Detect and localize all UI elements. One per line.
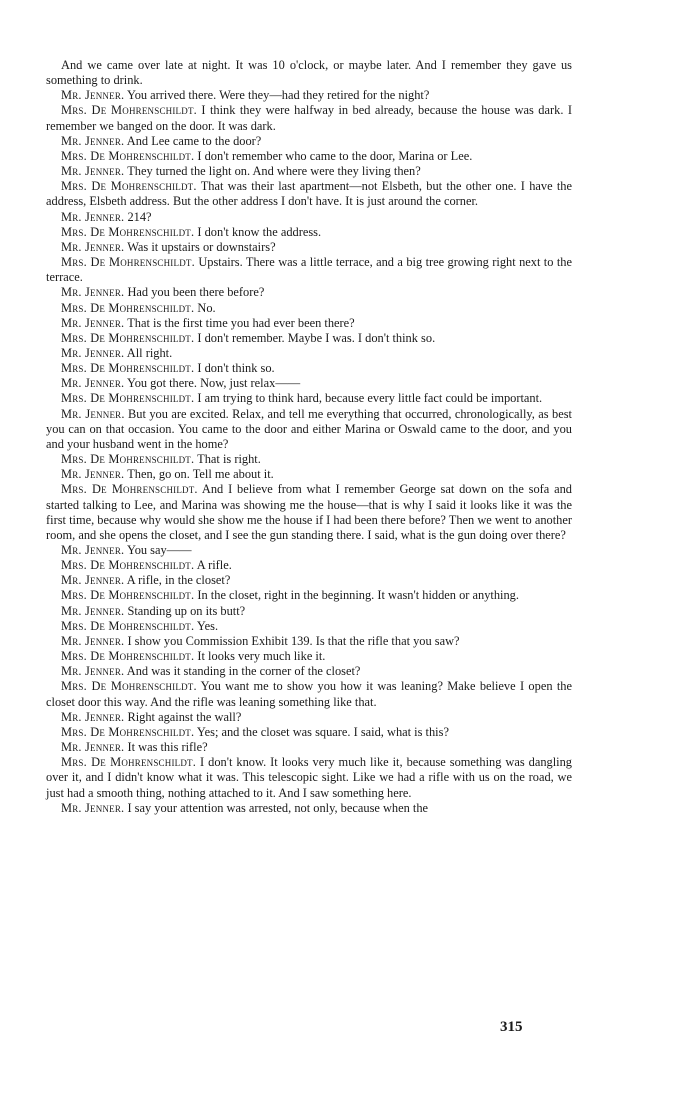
transcript-paragraph bbox=[46, 588, 572, 603]
speaker-name: Mrs. De Mohrenschildt. bbox=[61, 558, 195, 573]
transcript-paragraph bbox=[46, 255, 572, 285]
speaker-name: Mrs. De Mohrenschildt. bbox=[61, 452, 195, 467]
speaker-name: Mr. Jenner. bbox=[61, 709, 125, 724]
transcript-body bbox=[46, 58, 572, 816]
speaker-name: Mrs. De Mohrenschildt. bbox=[61, 755, 197, 770]
transcript-paragraph bbox=[46, 634, 572, 649]
speech-text: But you are excited. Relax, and tell me everything that occurred, chronologically, as best you can on that occasion. You came to the door and either Marina or Oswald came to the door, and you and your husband went in the home? bbox=[46, 406, 572, 451]
speaker-name: Mrs. De Mohrenschildt. bbox=[61, 255, 195, 270]
transcript-paragraph bbox=[46, 391, 572, 406]
speech-text: You want me to show you how it was leaning? Make believe I open the closet door this way. And the rifle was leaning something like that. bbox=[46, 679, 573, 709]
speaker-name: Mr. Jenner. bbox=[61, 88, 125, 103]
transcript-paragraph bbox=[46, 649, 572, 664]
speaker-name: Mr. Jenner. bbox=[61, 315, 125, 330]
speech-text: Had you been there before? bbox=[127, 285, 265, 300]
speech-text: I don't know the address. bbox=[197, 224, 322, 239]
transcript-paragraph bbox=[46, 179, 572, 209]
speaker-name: Mrs. De Mohrenschildt. bbox=[61, 679, 197, 694]
transcript-paragraph bbox=[46, 755, 572, 800]
speech-text: You got there. Now, just relax—— bbox=[126, 376, 301, 391]
transcript-paragraph bbox=[46, 88, 572, 103]
transcript-paragraph bbox=[46, 316, 572, 331]
speaker-name: Mrs. De Mohrenschildt. bbox=[61, 588, 195, 603]
speech-text: I don't remember. Maybe I was. I don't think so. bbox=[197, 330, 436, 345]
transcript-paragraph bbox=[46, 346, 572, 361]
speech-text: And was it standing in the corner of the closet? bbox=[126, 664, 361, 679]
speaker-name: Mr. Jenner. bbox=[61, 800, 125, 815]
speech-text: That was their last apartment—not Elsbeth, but the other one. I have the address, Elsbeth address. But the other address I don't have. It is just around the corner. bbox=[46, 179, 572, 209]
speaker-name: Mr. Jenner. bbox=[61, 633, 125, 648]
transcript-paragraph bbox=[46, 467, 572, 482]
speech-text: In the closet, right in the beginning. It wasn't hidden or anything. bbox=[197, 588, 519, 603]
speaker-name: Mr. Jenner. bbox=[61, 209, 125, 224]
speech-text: That is right. bbox=[197, 452, 261, 467]
transcript-paragraph bbox=[46, 240, 572, 255]
transcript-paragraph bbox=[46, 225, 572, 240]
transcript-paragraph bbox=[46, 452, 572, 467]
speaker-name: Mr. Jenner. bbox=[61, 573, 125, 588]
speaker-name: Mr. Jenner. bbox=[61, 164, 125, 179]
transcript-paragraph bbox=[46, 710, 572, 725]
transcript-paragraph bbox=[46, 604, 572, 619]
speech-text: And Lee came to the door? bbox=[126, 133, 262, 148]
speaker-name: Mrs. De Mohrenschildt. bbox=[61, 724, 195, 739]
page-number: 315 bbox=[500, 1019, 523, 1035]
transcript-paragraph bbox=[46, 301, 572, 316]
transcript-paragraph bbox=[46, 725, 572, 740]
speech-text: Standing up on its butt? bbox=[127, 603, 246, 618]
speaker-name: Mr. Jenner. bbox=[61, 664, 125, 679]
transcript-paragraph bbox=[46, 210, 572, 225]
speech-text: Upstairs. There was a little terrace, and a big tree growing right next to the terrace. bbox=[46, 255, 572, 285]
speech-text: Right against the wall? bbox=[127, 709, 242, 724]
speech-text: I don't think so. bbox=[197, 361, 275, 376]
speech-text: Yes. bbox=[196, 618, 219, 633]
speech-text: I show you Commission Exhibit 139. Is that the rifle that you saw? bbox=[127, 633, 460, 648]
transcript-paragraph bbox=[46, 285, 572, 300]
transcript-paragraph bbox=[46, 58, 572, 88]
transcript-paragraph bbox=[46, 376, 572, 391]
transcript-paragraph bbox=[46, 740, 572, 755]
transcript-paragraph bbox=[46, 361, 572, 376]
speaker-name: Mr. Jenner. bbox=[61, 467, 125, 482]
transcript-paragraph bbox=[46, 103, 572, 133]
speech-text: You say—— bbox=[126, 543, 192, 557]
transcript-paragraph bbox=[46, 679, 572, 709]
speaker-name: Mr. Jenner. bbox=[61, 543, 125, 557]
transcript-paragraph bbox=[46, 482, 572, 543]
speech-text: It was this rifle? bbox=[127, 740, 208, 755]
speech-text: They turned the light on. And where were they living then? bbox=[127, 164, 421, 179]
speaker-name: Mrs. De Mohrenschildt. bbox=[61, 361, 195, 376]
speech-text: No. bbox=[197, 300, 216, 315]
speech-text: 214? bbox=[127, 209, 152, 224]
transcript-paragraph bbox=[46, 407, 572, 452]
speech-text: I don't know. It looks very much like it, because something was dangling over it, and I didn't know what it was. This telescopic sight. Like we had a rifle with us on the road, we just had a smooth thing, nothing attached to it. And I saw something here. bbox=[46, 755, 572, 800]
transcript-paragraph bbox=[46, 801, 572, 816]
speaker-name: Mr. Jenner. bbox=[61, 239, 125, 254]
transcript-paragraph bbox=[46, 164, 572, 179]
speaker-name: Mrs. De Mohrenschildt. bbox=[61, 618, 195, 633]
speaker-name: Mr. Jenner. bbox=[61, 406, 125, 421]
speech-text: And we came over late at night. It was 10 o'clock, or maybe later. And I remember they gave us something to drink. bbox=[46, 58, 572, 88]
speaker-name: Mrs. De Mohrenschildt. bbox=[61, 148, 195, 163]
speaker-name: Mrs. De Mohrenschildt. bbox=[61, 300, 195, 315]
transcript-paragraph bbox=[46, 331, 572, 346]
speech-text: All right. bbox=[126, 345, 173, 360]
speaker-name: Mr. Jenner. bbox=[61, 285, 125, 300]
speech-text: That is the first time you had ever been there? bbox=[127, 315, 355, 330]
speaker-name: Mrs. De Mohrenschildt. bbox=[61, 103, 197, 118]
transcript-paragraph bbox=[46, 149, 572, 164]
speaker-name: Mr. Jenner. bbox=[61, 133, 125, 148]
speaker-name: Mr. Jenner. bbox=[61, 740, 125, 755]
speaker-name: Mr. Jenner. bbox=[61, 603, 125, 618]
speaker-name: Mrs. De Mohrenschildt. bbox=[61, 224, 195, 239]
speech-text: And I believe from what I remember George sat down on the sofa and started talking to Lee, and Marina was showing me the house—that is why I said it looks like it was the first time, because why would she show me the house if I had been there before? Then we went to another room, and she opens the closet, and I see the gun standing there. I said, what is the gun doing over there? bbox=[46, 482, 573, 542]
speech-text: I think they were halfway in bed already, because the house was dark. I remember we banged on the door. It was dark. bbox=[46, 103, 572, 133]
transcript-paragraph bbox=[46, 134, 572, 149]
speech-text: I am trying to think hard, because every little fact could be important. bbox=[197, 391, 543, 406]
speech-text: Then, go on. Tell me about it. bbox=[127, 467, 274, 482]
speech-text: A rifle. bbox=[196, 558, 232, 573]
speech-text: I say your attention was arrested, not only, because when the bbox=[127, 800, 429, 815]
speech-text: A rifle, in the closet? bbox=[126, 573, 231, 588]
speech-text: Yes; and the closet was square. I said, what is this? bbox=[196, 724, 449, 739]
transcript-paragraph bbox=[46, 558, 572, 573]
speaker-name: Mrs. De Mohrenschildt. bbox=[61, 649, 195, 664]
speaker-name: Mrs. De Mohrenschildt. bbox=[61, 330, 195, 345]
speaker-name: Mrs. De Mohrenschildt. bbox=[61, 391, 195, 406]
speech-text: It looks very much like it. bbox=[197, 649, 326, 664]
transcript-paragraph bbox=[46, 543, 572, 558]
speech-text: Was it upstairs or downstairs? bbox=[127, 239, 276, 254]
speech-text: I don't remember who came to the door, Marina or Lee. bbox=[197, 148, 473, 163]
speaker-name: Mrs. De Mohrenschildt. bbox=[61, 482, 198, 497]
speaker-name: Mr. Jenner. bbox=[61, 376, 125, 391]
transcript-paragraph bbox=[46, 664, 572, 679]
speaker-name: Mr. Jenner. bbox=[61, 345, 125, 360]
speech-text: You arrived there. Were they—had they retired for the night? bbox=[126, 88, 430, 103]
transcript-paragraph bbox=[46, 619, 572, 634]
speaker-name: Mrs. De Mohrenschildt. bbox=[61, 179, 197, 194]
transcript-paragraph bbox=[46, 573, 572, 588]
